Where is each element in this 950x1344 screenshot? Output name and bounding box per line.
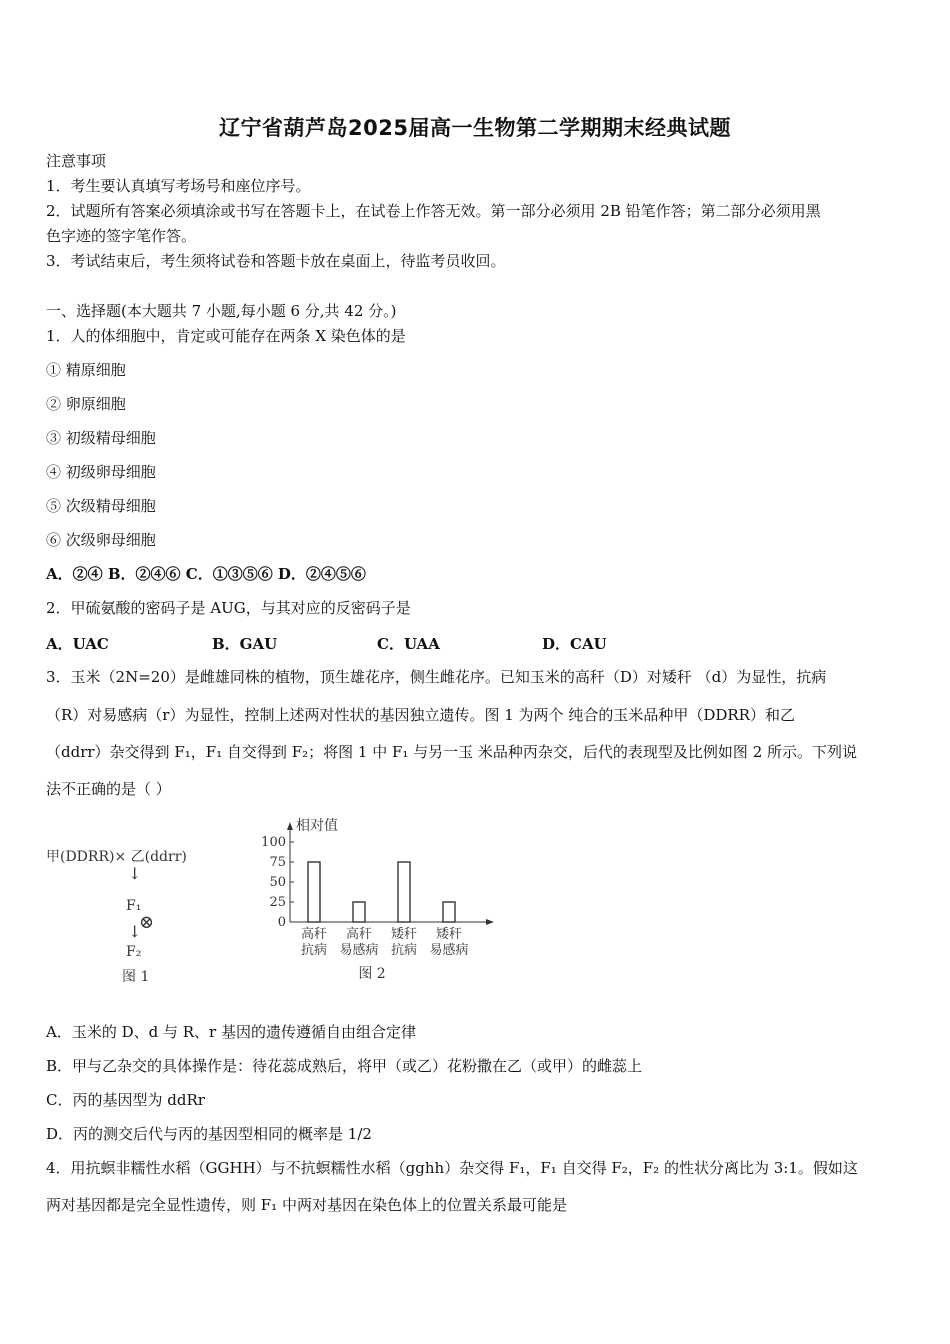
x-tick-label: 易感病: [429, 943, 469, 958]
x-tick-label: 高秆: [300, 927, 328, 942]
q2-option-c: C．UAA: [377, 635, 440, 653]
y-tick-label: 100: [261, 835, 286, 850]
question-3-line: 法不正确的是（ ）: [46, 780, 171, 798]
q3-option-d: D．丙的测交后代与丙的基因型相同的概率是 1/2: [46, 1125, 372, 1143]
x-tick-label: 矮秆: [435, 927, 463, 942]
q2-option-a: A．UAC: [46, 635, 109, 653]
bar: [308, 862, 320, 922]
x-tick-label: 抗病: [300, 943, 328, 958]
q1-item: ① 精原细胞: [46, 361, 126, 379]
x-tick-label: 易感病: [339, 943, 379, 958]
y-tick-label: 0: [277, 915, 286, 930]
figure-2-chart: [250, 812, 510, 992]
q1-item: ⑥ 次级卵母细胞: [46, 531, 156, 549]
notice-item: 3．考试结束后，考生须将试卷和答题卡放在桌面上，待监考员收回。: [46, 252, 506, 270]
figure-1: [46, 842, 246, 992]
q1-item: ② 卵原细胞: [46, 395, 126, 413]
q1-item: ⑤ 次级精母细胞: [46, 497, 156, 515]
question-3-line: （R）对易感病（r）为显性，控制上述两对性状的基因独立遗传。图 1 为两个 纯合的玉米品种甲（DDRR）和乙: [46, 706, 795, 724]
figure-2-caption: 图 2: [358, 966, 386, 982]
q1-item: ③ 初级精母细胞: [46, 429, 156, 447]
x-tick-label: 矮秆: [390, 927, 418, 942]
question-2-stem: 2．甲硫氨酸的密码子是 AUG，与其对应的反密码子是: [46, 599, 411, 617]
q1-options: A．②④ B．②④⑥ C．①③⑤⑥ D．②④⑤⑥: [46, 565, 366, 583]
f1-label: F₁: [126, 898, 142, 914]
f2-label: F₂: [126, 944, 142, 960]
bar: [443, 902, 455, 922]
y-axis-arrow-icon: [287, 822, 293, 830]
question-4-line: 4．用抗螟非糯性水稻（GGHH）与不抗螟糯性水稻（gghh）杂交得 F₁，F₁ 自交得 F₂，F₂ 的性状分离比为 3:1。假如这: [46, 1159, 858, 1177]
y-tick-label: 75: [269, 855, 286, 870]
x-tick-label: 抗病: [390, 943, 418, 958]
question-3-line: （ddrr）杂交得到 F₁，F₁ 自交得到 F₂；将图 1 中 F₁ 与另一玉 米品种丙杂交，后代的表现型及比例如图 2 所示。下列说: [46, 743, 858, 761]
notice-item: 色字迹的签字笔作答。: [46, 227, 197, 245]
q1-item: ④ 初级卵母细胞: [46, 463, 156, 481]
self-cross-icon: ⊗: [139, 912, 155, 933]
page-title: 辽宁省葫芦岛2025届高一生物第二学期期末经典试题: [219, 116, 731, 140]
figure-1-caption: 图 1: [122, 969, 150, 985]
notice-item: 2．试题所有答案必须填涂或书写在答题卡上，在试卷上作答无效。第一部分必须用 2B 铅笔作答；第二部分必须用黑: [46, 202, 821, 220]
q2-option-b: B．GAU: [212, 635, 278, 653]
y-axis-label: 相对值: [296, 818, 338, 834]
question-3-line: 3．玉米（2N=20）是雌雄同株的植物，顶生雄花序，侧生雌花序。已知玉米的高秆（D）对矮秆 （d）为显性，抗病: [46, 668, 827, 686]
section-heading: 一、选择题(本大题共 7 小题,每小题 6 分,共 42 分。): [46, 302, 397, 320]
x-tick-label: 高秆: [345, 927, 373, 942]
question-1-stem: 1．人的体细胞中，肯定或可能存在两条 X 染色体的是: [46, 327, 406, 345]
q3-option-b: B．甲与乙杂交的具体操作是：待花蕊成熟后，将甲（或乙）花粉撒在乙（或甲）的雌蕊上: [46, 1057, 643, 1075]
notice-heading: 注意事项: [46, 152, 107, 170]
bar: [353, 902, 365, 922]
y-tick-label: 25: [269, 895, 286, 910]
notice-item: 1．考生要认真填写考场号和座位序号。: [46, 177, 311, 195]
arrow-down-icon: ↓: [128, 922, 142, 941]
q2-option-d: D．CAU: [542, 635, 607, 653]
y-tick-label: 50: [269, 875, 286, 890]
q3-option-c: C．丙的基因型为 ddRr: [46, 1091, 205, 1109]
question-4-line: 两对基因都是完全显性遗传，则 F₁ 中两对基因在染色体上的位置关系最可能是: [46, 1196, 567, 1214]
bar: [398, 862, 410, 922]
cross-label: 甲(DDRR)× 乙(ddrr): [46, 849, 187, 865]
x-axis-arrow-icon: [486, 919, 494, 925]
q3-option-a: A．玉米的 D、d 与 R、r 基因的遗传遵循自由组合定律: [46, 1023, 416, 1041]
arrow-down-icon: ↓: [128, 864, 142, 883]
